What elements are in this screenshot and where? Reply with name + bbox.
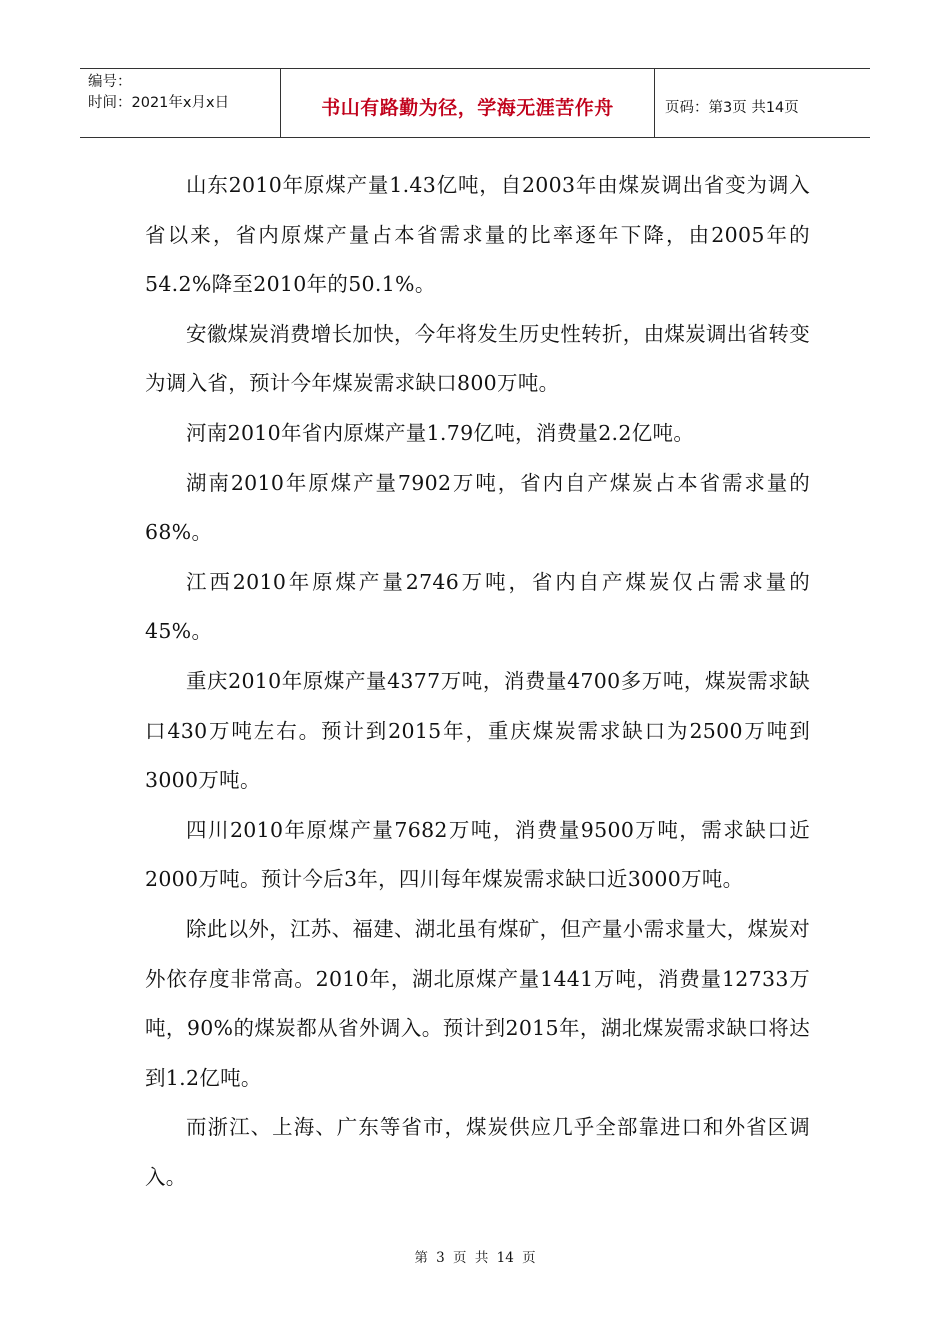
paragraph-hubei: 除此以外，江苏、福建、湖北虽有煤矿，但产量小需求量大，煤炭对外依存度非常高。2010年，湖北原煤产量1441万吨，消费量12733万吨，90%的煤炭都从省外调入。预计到2015年，湖北煤炭需求缺口将达到1.2亿吨。	[145, 916, 810, 1090]
header-meta	[80, 69, 280, 137]
page-footer	[0, 1246, 950, 1266]
page-header	[80, 68, 870, 138]
header-motto: 书山有路勤为径，学海无涯苦作舟	[321, 96, 614, 119]
paragraph-anhui: 安徽煤炭消费增长加快，今年将发生历史性转折，由煤炭调出省转变为调入省，预计今年煤炭需求缺口800万吨。	[145, 321, 810, 396]
paragraph-shandong: 山东2010年原煤产量1.43亿吨，自2003年由煤炭调出省变为调入省以来，省内原煤产量占本省需求量的比率逐年下降，由2005年的54.2%降至2010年的50.1%。	[145, 173, 810, 297]
paragraph-hunan: 湖南2010年原煤产量7902万吨，省内自产煤炭占本省需求量的68%。	[145, 470, 810, 545]
document-time-label: 时间：2021年x月x日	[88, 95, 230, 111]
paragraph-chongqing: 重庆2010年原煤产量4377万吨，消费量4700多万吨，煤炭需求缺口430万吨左右。预计到2015年，重庆煤炭需求缺口为2500万吨到3000万吨。	[145, 668, 810, 793]
paragraph-henan: 河南2010年省内原煤产量1.79亿吨，消费量2.2亿吨。	[186, 420, 695, 445]
footer-page-number: 第 3 页 共 14 页	[414, 1250, 536, 1266]
paragraph-jiangxi: 江西2010年原煤产量2746万吨，省内自产煤炭仅占需求量的45%。	[145, 569, 810, 644]
paragraph-sichuan: 四川2010年原煤产量7682万吨，消费量9500万吨，需求缺口近2000万吨。预计今后3年，四川每年煤炭需求缺口近3000万吨。	[145, 817, 810, 892]
header-page-info-cell	[655, 69, 870, 137]
paragraph-zhejiang-shanghai-guangdong: 而浙江、上海、广东等省市，煤炭供应几乎全部靠进口和外省区调入。	[145, 1115, 810, 1189]
header-page-info: 页码：第3页 共14页	[665, 99, 799, 116]
document-number-label: 编号：	[88, 74, 132, 90]
header-motto-cell	[280, 69, 655, 137]
document-body	[145, 161, 810, 1202]
